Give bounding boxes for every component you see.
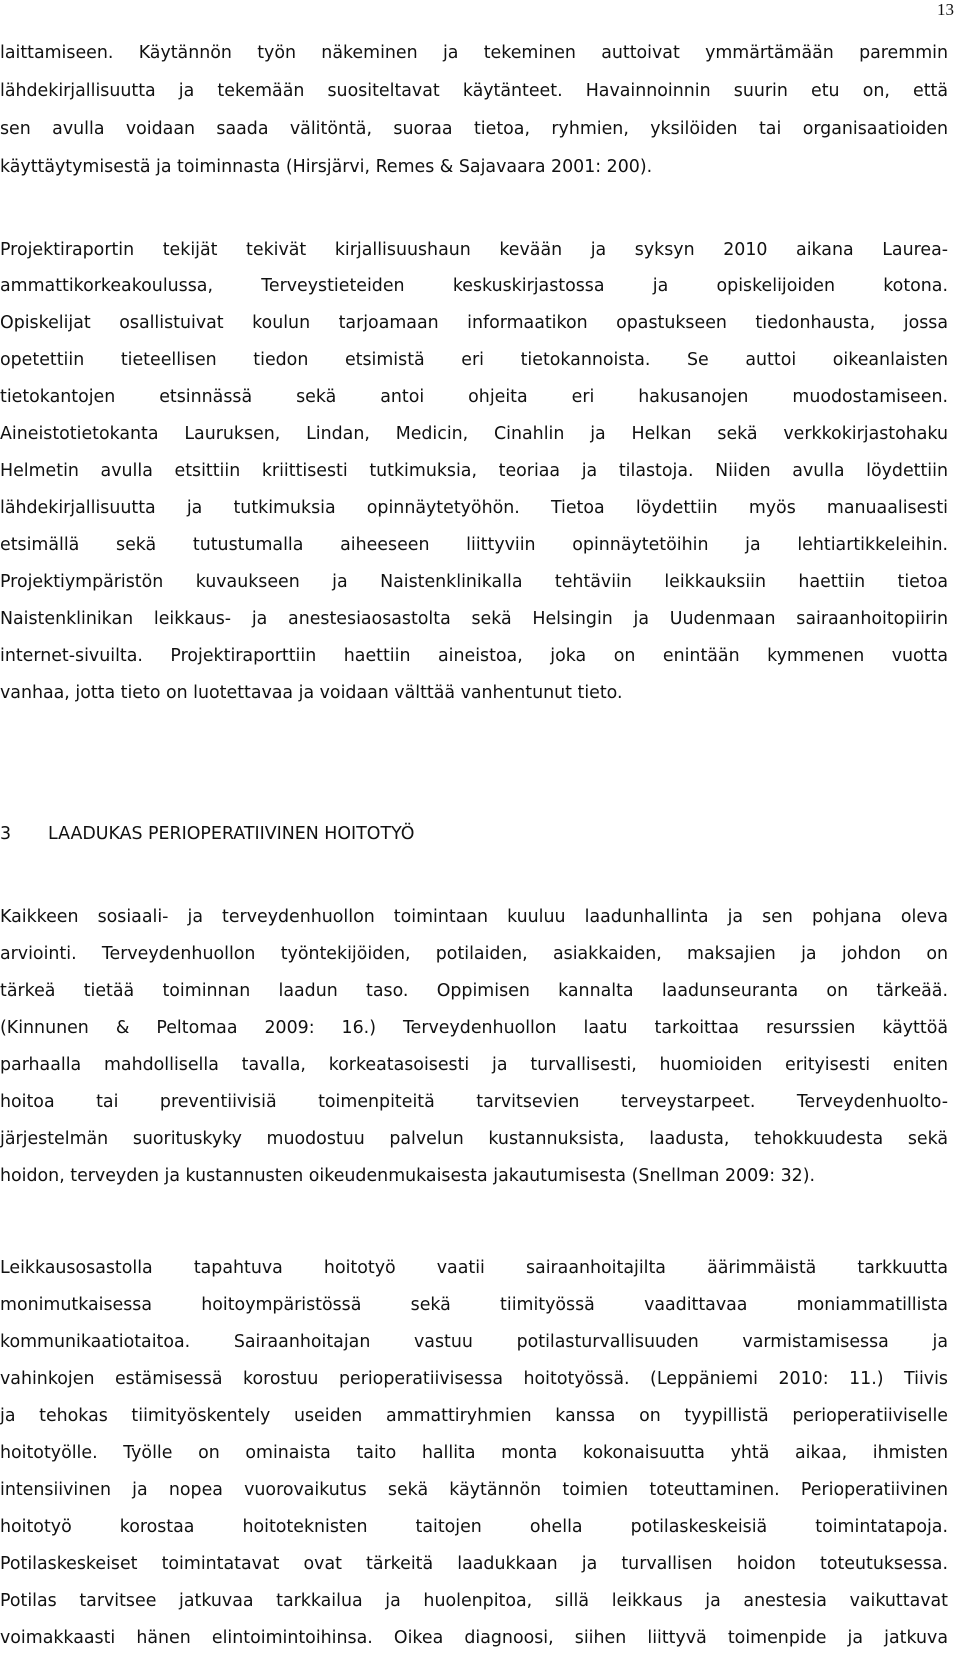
text-line: parhaalla mahdollisella tavalla, korkeatasoisesti ja turvallisesti, huomioiden erityisesti eniten bbox=[0, 1055, 948, 1075]
text-line: arviointi. Terveydenhuollon työntekijöiden, potilaiden, asiakkaiden, maksajien ja johdon on bbox=[0, 944, 948, 964]
text-line: Projektiraportin tekijät tekivät kirjallisuushaun kevään ja syksyn 2010 aikana Laurea- bbox=[0, 240, 948, 260]
text-line: tärkeä tietää toiminnan laadun taso. Oppimisen kannalta laadunseuranta on tärkeää. bbox=[0, 981, 948, 1001]
text-line: etsimällä sekä tutustumalla aiheeseen liittyviin opinnäytetöihin ja lehtiartikkeleihin. bbox=[0, 535, 948, 555]
text-line: Potilaskeskeiset toimintatavat ovat tärkeitä laadukkaan ja turvallisen hoidon toteutuksessa. bbox=[0, 1554, 948, 1574]
text-line: järjestelmän suorituskyky muodostuu palvelun kustannuksista, laadusta, tehokkuudesta sekä bbox=[0, 1129, 948, 1149]
text-line: hoitoa tai preventiivisiä toimenpiteitä tarvitsevien terveystarpeet. Terveydenhuolto- bbox=[0, 1092, 948, 1112]
section-number: 3 bbox=[0, 824, 12, 844]
text-line: Naistenklinikan leikkaus- ja anestesiaosastolta sekä Helsingin ja Uudenmaan sairaanhoitopiirin bbox=[0, 609, 948, 629]
section-heading bbox=[0, 815, 948, 853]
section-title: LAADUKAS PERIOPERATIIVINEN HOITOTYÖ bbox=[48, 824, 415, 844]
text-line: Kaikkeen sosiaali- ja terveydenhuollon toimintaan kuuluu laadunhallinta ja sen pohjana oleva bbox=[0, 907, 948, 927]
text-line: Potilas tarvitsee jatkuvaa tarkkailua ja huolenpitoa, sillä leikkaus ja anestesia vaikuttavat bbox=[0, 1591, 948, 1611]
text-line: vahinkojen estämisessä korostuu perioperatiivisessa hoitotyössä. (Leppäniemi 2010: 11.) Tiivis bbox=[0, 1369, 948, 1389]
text-line: intensiivinen ja nopea vuorovaikutus sekä käytännön toimien toteuttaminen. Perioperatiivinen bbox=[0, 1480, 948, 1500]
text-line: opetettiin tieteellisen tiedon etsimistä eri tietokannoista. Se auttoi oikeanlaisten bbox=[0, 350, 948, 370]
text-line: hoidon, terveyden ja kustannusten oikeudenmukaisesta jakautumisesta (Snellman 2009: 32). bbox=[0, 1166, 816, 1186]
text-line: käyttäytymisestä ja toiminnasta (Hirsjärvi, Remes & Sajavaara 2001: 200). bbox=[0, 157, 653, 177]
text-line: (Kinnunen & Peltomaa 2009: 16.) Terveydenhuollon laatu tarkoittaa resurssien käyttöä bbox=[0, 1018, 948, 1038]
text-line: lähdekirjallisuutta ja tutkimuksia opinnäytetyöhön. Tietoa löydettiin myös manuaalisesti bbox=[0, 498, 948, 518]
text-line: Opiskelijat osallistuivat koulun tarjoamaan informaatikon opastukseen tiedonhausta, jossa bbox=[0, 313, 948, 333]
text-line: ammattikorkeakoulussa, Terveystieteiden keskuskirjastossa ja opiskelijoiden kotona. bbox=[0, 276, 948, 296]
text-line: Projektiympäristön kuvaukseen ja Naistenklinikalla tehtäviin leikkauksiin haettiin tietoa bbox=[0, 572, 948, 592]
text-line: Helmetin avulla etsittiin kriittisesti tutkimuksia, teoriaa ja tilastoja. Niiden avulla löydettiin bbox=[0, 461, 948, 481]
text-line: voimakkaasti hänen elintoimintoihinsa. Oikea diagnoosi, siihen liittyvä toimenpide ja jatkuva bbox=[0, 1628, 948, 1648]
text-line: sen avulla voidaan saada välitöntä, suoraa tietoa, ryhmien, yksilöiden tai organisaatioiden bbox=[0, 119, 948, 139]
text-line: tietokantojen etsinnässä sekä antoi ohjeita eri hakusanojen muodostamiseen. bbox=[0, 387, 948, 407]
text-line: vanhaa, jotta tieto on luotettavaa ja voidaan välttää vanhentunut tieto. bbox=[0, 683, 623, 703]
text-line: kommunikaatiotaitoa. Sairaanhoitajan vastuu potilasturvallisuuden varmistamisessa ja bbox=[0, 1332, 948, 1352]
text-line: Leikkausosastolla tapahtuva hoitotyö vaatii sairaanhoitajilta äärimmäistä tarkkuutta bbox=[0, 1258, 948, 1278]
text-line: monimutkaisessa hoitoympäristössä sekä tiimityössä vaadittavaa moniammatillista bbox=[0, 1295, 948, 1315]
text-line: internet-sivuilta. Projektiraporttiin haettiin aineistoa, joka on enintään kymmenen vuotta bbox=[0, 646, 948, 666]
text-line: laittamiseen. Käytännön työn näkeminen ja tekeminen auttoivat ymmärtämään paremmin bbox=[0, 43, 948, 63]
text-line: lähdekirjallisuutta ja tekemään suositeltavat käytänteet. Havainnoinnin suurin etu on, että bbox=[0, 81, 948, 101]
text-line: ja tehokas tiimityöskentely useiden ammattiryhmien kanssa on tyypillistä perioperatiiviselle bbox=[0, 1406, 948, 1426]
text-line: hoitotyölle. Työlle on ominaista taito hallita monta kokonaisuutta yhtä aikaa, ihmisten bbox=[0, 1443, 948, 1463]
page-number: 13 bbox=[937, 0, 954, 19]
text-line: Aineistotietokanta Lauruksen, Lindan, Medicin, Cinahlin ja Helkan sekä verkkokirjastohaku bbox=[0, 424, 948, 444]
text-line: hoitotyö korostaa hoitoteknisten taitojen ohella potilaskeskeisiä toimintatapoja. bbox=[0, 1517, 948, 1537]
